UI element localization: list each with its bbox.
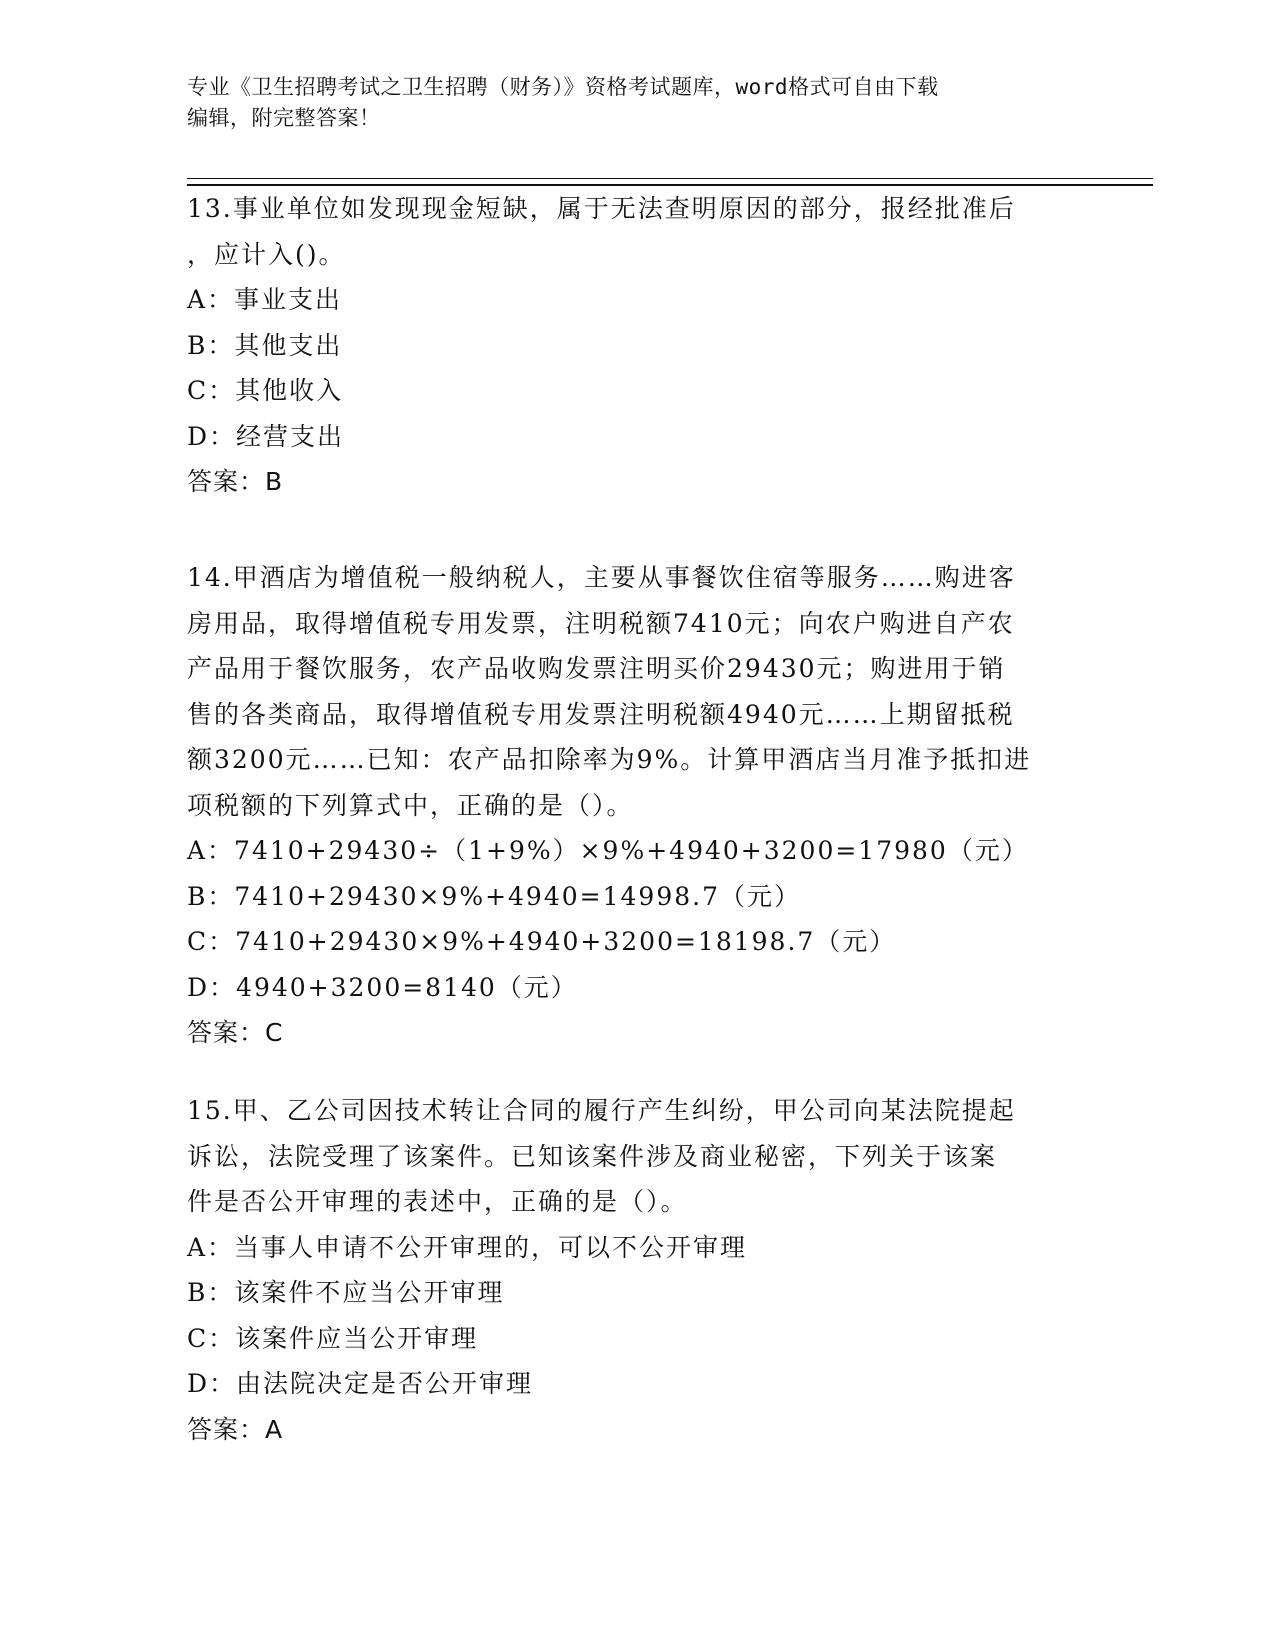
answer-label: 答案：B [187,467,284,496]
option-b: B：其他支出 [187,330,343,360]
question-stem-line: 件是否公开审理的表述中，正确的是（）。 [187,1187,688,1216]
option-b: B：7410+29430×9%+4940=14998.7（元） [187,881,801,911]
answer-label: 答案：A [187,1414,284,1444]
option-c: C：该案件应当公开审理 [187,1323,479,1353]
option-d: D：由法院决定是否公开审理 [187,1369,534,1398]
option-a: A：7410+29430÷（1+9%）×9%+4940+3200=17980（元） [187,836,1029,865]
question-stem-line: 产品用于餐饮服务，农产品收购发票注明买价29430元；购进用于销 [187,654,1006,683]
question-14 [187,555,1087,1056]
question-stem-line: 项税额的下列算式中，正确的是（）。 [187,790,634,820]
option-b: B：该案件不应当公开审理 [187,1278,505,1307]
header-line-2: 编辑，附完整答案！ [187,106,381,130]
question-stem-line: 房用品，取得增值税专用发票，注明税额7410元；向农户购进自产农 [187,608,1015,638]
option-c: C：7410+29430×9%+4940+3200=18198.7（元） [187,927,897,956]
question-15 [187,1088,1087,1452]
document-header [187,72,1087,134]
option-d: D：4940+3200=8140（元） [187,972,578,1002]
question-stem-line: 14.甲酒店为增值税一般纳税人，主要从事餐饮住宿等服务……购进客 [187,563,1016,592]
question-stem-line: 诉讼，法院受理了该案件。已知该案件涉及商业秘密，下列关于该案 [187,1141,998,1171]
answer-label: 答案：C [187,1018,284,1047]
question-stem-line: 额3200元……已知：农产品扣除率为9%。计算甲酒店当月准予抵扣进 [187,745,1032,774]
option-d: D：经营支出 [187,421,345,451]
option-a: A：当事人申请不公开审理的，可以不公开审理 [187,1232,748,1262]
header-line-1: 专业《卫生招聘考试之卫生招聘（财务）》资格考试题库，word格式可自由下载 [187,75,939,99]
option-c: C：其他收入 [187,376,344,405]
option-a: A：事业支出 [187,285,343,314]
question-stem-line: 售的各类商品，取得增值税专用发票注明税额4940元……上期留抵税 [187,699,1015,729]
question-13 [187,186,1087,505]
question-stem-line: ，应计入()。 [187,239,346,269]
question-stem-line: 15.甲、乙公司因技术转让合同的履行产生纠纷，甲公司向某法院提起 [187,1096,1016,1125]
question-stem-line: 13.事业单位如发现现金短缺，属于无法查明原因的部分，报经批准后 [187,194,1016,223]
header-divider-thin [187,178,1153,179]
